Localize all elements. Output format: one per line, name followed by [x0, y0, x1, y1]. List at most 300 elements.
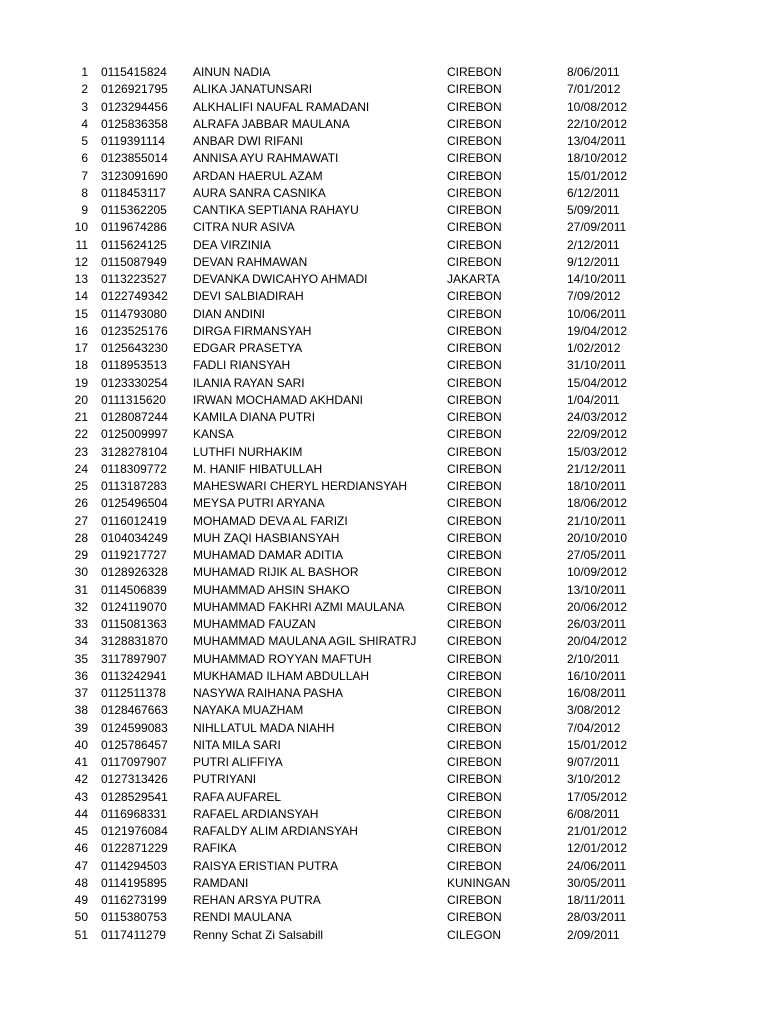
row-number: 8	[81, 185, 88, 200]
birth-place: CIREBON	[447, 772, 502, 787]
row-number: 39	[74, 720, 88, 735]
student-name: MUHAMMAD ROYYAN MAFTUH	[193, 651, 372, 666]
row-number: 24	[74, 461, 88, 476]
table-row	[0, 685, 768, 702]
student-id: 0112511378	[101, 686, 166, 700]
row-number: 13	[74, 272, 88, 286]
birth-place: CIREBON	[447, 668, 502, 683]
row-number: 1	[81, 65, 88, 79]
row-number: 5	[81, 134, 88, 148]
table-row	[0, 202, 768, 219]
student-name: NAYAKA MUAZHAM	[193, 703, 304, 718]
student-name: MUHAMAD DAMAR ADITIA	[193, 548, 344, 562]
student-id: 0128926328	[101, 565, 168, 580]
birth-place: CIREBON	[447, 910, 502, 925]
table-row	[0, 81, 768, 98]
birth-date: 31/10/2011	[567, 358, 627, 373]
birth-place: CIREBON	[447, 513, 502, 528]
table-row	[0, 271, 768, 288]
row-number: 21	[74, 410, 88, 424]
student-id: 0117411279	[101, 927, 166, 942]
row-number: 41	[74, 755, 88, 769]
student-id: 0123525176	[101, 323, 168, 338]
student-id: 0119391114	[101, 134, 166, 148]
student-id: 0118453117	[101, 185, 166, 200]
row-number: 18	[74, 358, 88, 373]
student-id: 0126921795	[101, 82, 168, 97]
row-number: 9	[81, 203, 88, 217]
student-id: 0118309772	[101, 461, 167, 476]
student-name: MUHAMMAD FAKHRI AZMI MAULANA	[193, 599, 405, 614]
table-row	[0, 789, 768, 806]
row-number: 36	[74, 668, 88, 683]
birth-date: 10/08/2012	[567, 99, 628, 114]
row-number: 11	[75, 237, 88, 252]
table-row	[0, 116, 768, 133]
student-id: 0115087949	[101, 254, 167, 269]
birth-date: 10/09/2012	[567, 565, 628, 580]
birth-place: CIREBON	[447, 151, 502, 166]
student-id: 0123855014	[101, 151, 168, 166]
birth-date: 30/05/2011	[567, 875, 627, 890]
student-id: 0128467663	[101, 703, 168, 718]
table-row	[0, 599, 768, 616]
birth-date: 6/12/2011	[567, 185, 620, 200]
birth-place: CIREBON	[447, 99, 502, 114]
student-name: ILANIA RAYAN SARI	[193, 375, 305, 390]
birth-date: 13/10/2011	[567, 582, 627, 597]
student-id: 0114195895	[101, 875, 167, 890]
row-number: 32	[74, 599, 88, 614]
birth-place: CIREBON	[447, 461, 502, 476]
table-row	[0, 461, 768, 478]
student-id: 0121976084	[101, 824, 168, 838]
student-id: 0128087244	[101, 410, 168, 424]
student-name: MAHESWARI CHERYL HERDIANSYAH	[193, 479, 408, 493]
student-id: 0115415824	[101, 65, 167, 79]
student-id: 0116012419	[101, 513, 167, 528]
student-id: 0122749342	[101, 289, 168, 304]
row-number: 25	[74, 479, 88, 493]
student-name: DEVANKA DWICAHYO AHMADI	[193, 272, 368, 286]
row-number: 19	[74, 375, 88, 390]
row-number: 46	[74, 841, 88, 856]
birth-date: 19/04/2012	[567, 323, 628, 338]
table-row	[0, 651, 768, 668]
birth-date: 24/06/2011	[567, 858, 627, 873]
row-number: 16	[74, 323, 88, 338]
student-id: 0115362205	[101, 203, 167, 217]
student-id: 3128831870	[101, 634, 168, 649]
birth-place: CIREBON	[447, 858, 502, 873]
table-row	[0, 306, 768, 323]
birth-date: 27/05/2011	[567, 548, 627, 562]
table-row	[0, 754, 768, 771]
table-row	[0, 375, 768, 392]
student-name: DIAN ANDINI	[193, 306, 266, 321]
birth-date: 22/10/2012	[567, 116, 628, 131]
student-name: RAMDANI	[193, 875, 249, 890]
birth-date: 9/07/2011	[567, 755, 620, 769]
birth-place: CIREBON	[447, 582, 502, 597]
student-id: 0125643230	[101, 341, 168, 355]
row-number: 22	[74, 427, 88, 442]
table-row	[0, 133, 768, 150]
birth-date: 1/04/2011	[567, 392, 620, 407]
birth-place: CIREBON	[447, 410, 502, 424]
student-name: NIHLLATUL MADA NIAHH	[193, 720, 335, 735]
student-name: MUH ZAQI HASBIANSYAH	[193, 530, 340, 545]
birth-date: 22/09/2012	[567, 427, 628, 442]
student-id: 0125786457	[101, 737, 168, 752]
birth-place: CIREBON	[447, 341, 502, 355]
table-row	[0, 478, 768, 495]
student-id: 0125009997	[101, 427, 168, 442]
student-name: CITRA NUR ASIVA	[193, 220, 295, 235]
student-id: 0124599083	[101, 720, 168, 735]
birth-date: 10/06/2011	[567, 306, 627, 321]
student-name: CANTIKA SEPTIANA RAHAYU	[193, 203, 359, 217]
student-name: RAFALDY ALIM ARDIANSYAH	[193, 824, 358, 838]
student-name: NASYWA RAIHANA PASHA	[193, 686, 344, 700]
birth-date: 9/12/2011	[567, 254, 620, 269]
birth-date: 21/01/2012	[567, 824, 628, 838]
student-id: 0114294503	[101, 858, 167, 873]
row-number: 47	[74, 858, 88, 873]
table-row	[0, 495, 768, 512]
student-id: 0128529541	[101, 789, 168, 804]
birth-date: 20/04/2012	[567, 634, 628, 649]
birth-date: 15/04/2012	[567, 375, 628, 390]
student-name: MOHAMAD DEVA AL FARIZI	[193, 513, 348, 528]
row-number: 15	[74, 306, 88, 321]
birth-place: CIREBON	[447, 358, 502, 373]
birth-date: 14/10/2011	[567, 272, 627, 286]
birth-date: 2/10/2011	[567, 651, 620, 666]
birth-date: 5/09/2011	[567, 203, 620, 217]
table-row	[0, 771, 768, 788]
birth-date: 2/12/2011	[567, 237, 620, 252]
student-id: 0104034249	[101, 530, 168, 545]
table-row	[0, 909, 768, 926]
table-row	[0, 616, 768, 633]
row-number: 42	[74, 772, 88, 787]
row-number: 26	[74, 496, 88, 511]
student-name: REHAN ARSYA PUTRA	[193, 893, 321, 907]
birth-date: 15/01/2012	[567, 168, 628, 183]
student-name: RENDI MAULANA	[193, 910, 292, 925]
student-name: ANNISA AYU RAHMAWATI	[193, 151, 339, 166]
birth-date: 26/03/2011	[567, 617, 627, 631]
birth-date: 18/10/2011	[567, 479, 627, 493]
student-id: 3117897907	[101, 651, 167, 666]
birth-place: CIREBON	[447, 686, 502, 700]
student-name: RAISYA ERISTIAN PUTRA	[193, 858, 339, 873]
birth-date: 18/10/2012	[567, 151, 628, 166]
row-number: 50	[74, 910, 88, 925]
row-number: 4	[81, 116, 88, 131]
student-name: NITA MILA SARI	[193, 737, 281, 752]
row-number: 20	[74, 392, 88, 407]
table-row	[0, 840, 768, 857]
student-id: 0125836358	[101, 116, 168, 131]
birth-place: CIREBON	[447, 789, 502, 804]
student-name: ALIKA JANATUNSARI	[193, 82, 313, 97]
birth-place: CIREBON	[447, 444, 502, 459]
student-name: EDGAR PRASETYA	[193, 341, 303, 355]
student-name: KANSA	[193, 427, 234, 442]
birth-date: 1/02/2012	[567, 341, 621, 355]
birth-place: CIREBON	[447, 634, 502, 649]
table-row	[0, 720, 768, 737]
student-name: ARDAN HAERUL AZAM	[193, 168, 323, 183]
table-row	[0, 875, 768, 892]
birth-place: CIREBON	[447, 254, 502, 269]
student-name: RAFAEL ARDIANSYAH	[193, 806, 319, 821]
birth-date: 7/01/2012	[567, 82, 621, 97]
birth-place: CIREBON	[447, 65, 502, 79]
birth-date: 8/06/2011	[567, 65, 620, 79]
row-number: 43	[74, 789, 88, 804]
row-number: 6	[81, 151, 88, 166]
student-id: 0116968331	[101, 806, 167, 821]
row-number: 10	[74, 220, 88, 235]
table-row	[0, 426, 768, 443]
birth-date: 21/10/2011	[567, 513, 627, 528]
birth-date: 16/08/2011	[567, 686, 627, 700]
birth-place: CILEGON	[447, 927, 502, 942]
birth-date: 15/03/2012	[567, 444, 628, 459]
student-id: 0115624125	[101, 237, 167, 252]
birth-place: CIREBON	[447, 651, 502, 666]
birth-place: CIREBON	[447, 806, 502, 821]
table-row	[0, 99, 768, 116]
table-row	[0, 530, 768, 547]
birth-place: KUNINGAN	[447, 875, 511, 890]
birth-date: 21/12/2011	[567, 461, 627, 476]
birth-place: CIREBON	[447, 134, 502, 148]
student-name: MUHAMMAD AHSIN SHAKO	[193, 582, 350, 597]
table-row	[0, 633, 768, 650]
birth-place: CIREBON	[447, 323, 502, 338]
row-number: 17	[74, 341, 88, 355]
table-row	[0, 444, 768, 461]
student-id: 0123294456	[101, 99, 168, 114]
birth-place: CIREBON	[447, 755, 502, 769]
student-id: 0111315620	[101, 392, 166, 407]
student-name: PUTRIYANI	[193, 772, 257, 787]
row-number: 45	[74, 824, 88, 838]
student-name: KAMILA DIANA PUTRI	[193, 410, 316, 424]
table-row	[0, 582, 768, 599]
student-name: DIRGA FIRMANSYAH	[193, 323, 312, 338]
birth-place: CIREBON	[447, 479, 502, 493]
birth-date: 3/08/2012	[567, 703, 621, 718]
table-row	[0, 392, 768, 409]
table-row	[0, 547, 768, 564]
student-name: M. HANIF HIBATULLAH	[193, 461, 323, 476]
row-number: 27	[74, 513, 88, 528]
row-number: 28	[74, 530, 88, 545]
birth-place: CIREBON	[447, 617, 502, 631]
student-id: 0118953513	[101, 358, 167, 373]
birth-place: JAKARTA	[447, 272, 500, 286]
student-name: RAFA AUFAREL	[193, 789, 282, 804]
student-name: IRWAN MOCHAMAD AKHDANI	[193, 392, 364, 407]
student-id: 0117097907	[101, 755, 167, 769]
table-row	[0, 168, 768, 185]
birth-place: CIREBON	[447, 375, 502, 390]
birth-place: CIREBON	[447, 530, 502, 545]
student-id: 0115380753	[101, 910, 167, 925]
table-row	[0, 702, 768, 719]
student-id: 0113242941	[101, 668, 167, 683]
row-number: 44	[74, 806, 88, 821]
student-name: DEVAN RAHMAWAN	[193, 254, 308, 269]
birth-place: CIREBON	[447, 548, 502, 562]
student-name: Renny Schat Zi Salsabill	[193, 927, 324, 942]
table-row	[0, 323, 768, 340]
row-number: 38	[74, 703, 88, 718]
row-number: 30	[74, 565, 88, 580]
student-name: DEA VIRZINIA	[193, 237, 272, 252]
row-number: 34	[74, 634, 88, 649]
table-row	[0, 892, 768, 909]
birth-place: CIREBON	[447, 237, 502, 252]
birth-date: 7/09/2012	[567, 289, 621, 304]
table-row	[0, 237, 768, 254]
student-name: AINUN NADIA	[193, 65, 271, 79]
birth-place: CIREBON	[447, 306, 502, 321]
student-id: 3123091690	[101, 168, 168, 183]
student-id: 3128278104	[101, 444, 168, 459]
birth-date: 15/01/2012	[567, 737, 628, 752]
birth-date: 18/06/2012	[567, 496, 628, 511]
student-id: 0127313426	[101, 772, 168, 787]
student-name: MUHAMMAD FAUZAN	[193, 617, 316, 631]
table-row	[0, 185, 768, 202]
table-row	[0, 858, 768, 875]
row-number: 14	[74, 289, 88, 304]
table-row	[0, 340, 768, 357]
birth-date: 13/04/2011	[567, 134, 627, 148]
birth-place: CIREBON	[447, 893, 502, 907]
row-number: 31	[74, 582, 88, 597]
student-id: 0122871229	[101, 841, 168, 856]
student-name: FADLI RIANSYAH	[193, 358, 291, 373]
table-row	[0, 219, 768, 236]
birth-place: CIREBON	[447, 703, 502, 718]
birth-place: CIREBON	[447, 289, 502, 304]
table-row	[0, 409, 768, 426]
birth-date: 7/04/2012	[567, 720, 621, 735]
row-number: 23	[74, 444, 88, 459]
birth-place: CIREBON	[447, 116, 502, 131]
birth-date: 16/10/2011	[567, 668, 627, 683]
student-id: 0123330254	[101, 375, 168, 390]
student-name: DEVI SALBIADIRAH	[193, 289, 304, 304]
student-name: PUTRI ALIFFIYA	[193, 755, 283, 769]
student-id: 0124119070	[101, 599, 167, 614]
student-name: ALRAFA JABBAR MAULANA	[193, 116, 350, 131]
row-number: 7	[81, 168, 88, 183]
birth-place: CIREBON	[447, 841, 502, 856]
birth-place: CIREBON	[447, 220, 502, 235]
row-number: 33	[74, 617, 88, 631]
student-id: 0119674286	[101, 220, 167, 235]
student-id: 0125496504	[101, 496, 168, 511]
student-id: 0113187283	[101, 479, 167, 493]
student-name: ALKHALIFI NAUFAL RAMADANI	[193, 99, 370, 114]
birth-place: CIREBON	[447, 496, 502, 511]
student-id: 0116273199	[101, 893, 167, 907]
table-row	[0, 513, 768, 530]
row-number: 37	[74, 686, 88, 700]
student-name: MUKHAMAD ILHAM ABDULLAH	[193, 668, 370, 683]
birth-place: CIREBON	[447, 737, 502, 752]
student-name: MUHAMAD RIJIK AL BASHOR	[193, 565, 359, 580]
birth-place: CIREBON	[447, 392, 502, 407]
birth-date: 28/03/2011	[567, 910, 627, 925]
student-name: AURA SANRA CASNIKA	[193, 185, 326, 200]
table-row	[0, 150, 768, 167]
birth-place: CIREBON	[447, 185, 502, 200]
birth-place: CIREBON	[447, 82, 502, 97]
student-id: 0114506839	[101, 582, 167, 597]
row-number: 35	[74, 651, 88, 666]
student-id: 0113223527	[101, 272, 167, 286]
student-id: 0115081363	[101, 617, 167, 631]
birth-date: 24/03/2012	[567, 410, 628, 424]
birth-place: CIREBON	[447, 168, 502, 183]
student-name: LUTHFI NURHAKIM	[193, 444, 303, 459]
table-row	[0, 737, 768, 754]
row-number: 48	[74, 875, 88, 890]
birth-date: 17/05/2012	[567, 789, 628, 804]
table-row	[0, 927, 768, 944]
birth-place: CIREBON	[447, 824, 502, 838]
row-number: 3	[81, 99, 88, 114]
student-name: MUHAMMAD MAULANA AGIL SHIRATRJ	[193, 634, 417, 649]
table-row	[0, 668, 768, 685]
table-row	[0, 823, 768, 840]
birth-place: CIREBON	[447, 599, 502, 614]
student-name: ANBAR DWI RIFANI	[193, 134, 304, 148]
birth-date: 6/08/2011	[567, 806, 620, 821]
table-row	[0, 357, 768, 374]
row-number: 2	[81, 82, 88, 97]
row-number: 49	[74, 893, 88, 907]
birth-date: 20/06/2012	[567, 599, 628, 614]
birth-place: CIREBON	[447, 565, 502, 580]
student-list-sheet	[0, 64, 768, 944]
table-row	[0, 564, 768, 581]
birth-date: 27/09/2011	[567, 220, 627, 235]
row-number: 29	[74, 548, 88, 562]
row-number: 40	[74, 737, 88, 752]
student-id: 0119217727	[101, 548, 167, 562]
birth-date: 2/09/2011	[567, 927, 620, 942]
student-name: MEYSA PUTRI ARYANA	[193, 496, 325, 511]
birth-date: 20/10/2010	[567, 530, 628, 545]
table-row	[0, 288, 768, 305]
birth-date: 18/11/2011	[567, 893, 626, 907]
row-number: 12	[74, 254, 88, 269]
birth-place: CIREBON	[447, 427, 502, 442]
birth-date: 12/01/2012	[567, 841, 628, 856]
student-id: 0114793080	[101, 306, 167, 321]
birth-place: CIREBON	[447, 720, 502, 735]
